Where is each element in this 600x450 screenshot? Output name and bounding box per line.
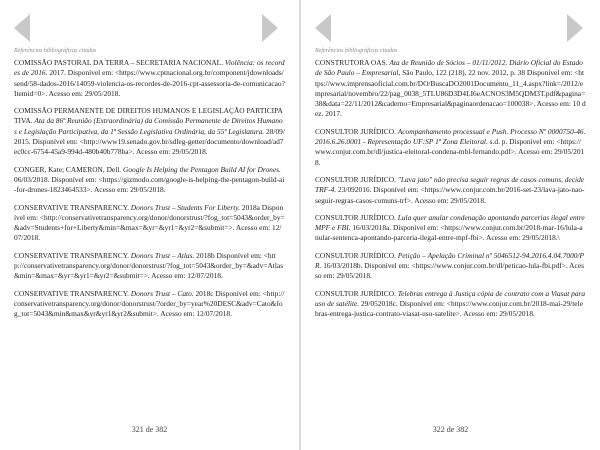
reference-details: 2017. Disponível em: <https://www.cptnacional.org.br/component/jdownloads/send/58-dados-2016/14059-violencia-os-recordes-de-2016-cpt-assessoria-de-comunicacao?Itemid=0>. Acesso em: 29/05/2018. xyxy=(14,68,285,98)
next-page-arrow-icon[interactable] xyxy=(262,14,278,42)
reference-title: Petição – Apelação Criminal nº 5046512-94.2016.4.04.7000/PR. xyxy=(315,250,585,271)
reference-entry xyxy=(14,203,285,244)
reference-details: São Paulo, 122 (218), 22 nov. 2012, p. 38 Disponível em: <https://www.imprensaoficial.com.br/DO/BuscaDO2001Documento_11_4.aspx?link=/2012/empresarial/novembro/22/pag_0038_5TLU86D3D4LI6eACNOS3M5QDM3T.pdf&pagina=38&data=22/11/2012&caderno=Empresarial&paginaordenacao=100038>. Acesso em: 10 dez. 2017. xyxy=(315,68,586,119)
reference-list xyxy=(315,58,586,327)
reference-entry xyxy=(14,58,285,99)
reference-entry xyxy=(315,251,586,282)
reference-title: "Lava jato" não precisa seguir regras de casos comuns, decide TRF-4. xyxy=(315,174,585,195)
reference-title: Donors Trust – Cato. xyxy=(130,288,194,298)
reference-details: 16/03/2018a. Disponível em: <https://www.conjur.com.br/2018-mar-16/lula-anular-sentenca-apontando-parceria-ilegal-entre-mpf-fbi>. Acesso em: 29/05/2018.\ xyxy=(315,223,583,243)
reference-entry xyxy=(315,175,586,206)
reference-details: 28/09/2015. Disponível em: <http://www19.senado.gov.br/sdleg-getter/documento/download/ad7ec0cc-6754-45a9-994d-480b40b778ba>. Acesso em: 29/05/2018. xyxy=(14,126,285,157)
reference-author: CONSTRUTORA OAS. xyxy=(315,58,390,67)
reference-details: 2018c Disponível em: <http://conservativetransparency.org/donor/donorstrust/?order_by=year%20DESC&adv=Cato&fog_tot=5043&min&max&yr&yr1&yr2&submit>. Acesso em: 12/07/2018. xyxy=(14,288,285,319)
reference-author: CONSULTOR JURÍDICO. xyxy=(315,174,398,184)
page-number: 322 de 382 xyxy=(432,425,469,434)
reference-entry xyxy=(14,106,285,157)
page-right xyxy=(301,0,600,450)
reference-entry xyxy=(315,289,586,320)
reference-entry xyxy=(315,127,586,168)
reference-details: 2018a Disponível em: <http://conservativetransparency.org/donor/donorstrust/?fog_tot=5043&order_by=&adv=Students+for+Liberty&min=&max=&yr=&yr1=&yr2=&submit=>. Acesso em: 12/07/2018. xyxy=(14,202,285,243)
reference-title: Donors Trust – Students For Liberty. xyxy=(130,202,241,212)
reference-details: 16/03/2018b. Disponível em: <https://www.conjur.com.br/dl/peticao-lula-fbi.pdf>. Acesso em: 29/05/2018. xyxy=(315,261,584,281)
reference-details: 2018b Disponível em: <http://conservativetransparency.org/donor/donorstrust/?fog_tot=5043&order_by=&adv=Atlas&min=&max=&yr=&yr1=&yr2=&submit=>. Acesso em: 12/07/2018. xyxy=(14,250,284,281)
reference-title: Google Is Helping the Pentagon Build AI for Drones. xyxy=(123,164,281,174)
reference-title: Acompanhamento processual e Push. Processo Nº 0000750-46.2016.6.26.0001 - Representação UF:SP 1ª Zona Eleitoral. xyxy=(315,126,586,147)
prev-page-arrow-icon[interactable] xyxy=(14,14,30,42)
reference-entry xyxy=(315,58,586,120)
reference-title: Donors Trust – Atlas. xyxy=(130,250,195,260)
reference-title: Violência: os recordes de 2016. xyxy=(14,58,285,78)
running-head: Referências bibliográficas citadas xyxy=(315,48,398,54)
reference-details: 23/092016. Disponível em: <https://www.conjur.com.br/2016-set-23/lava-jato-nao-seguir-regras-casos-comuns-trf>. Acesso em: 29/05/2018. xyxy=(315,185,585,205)
reference-details: 06/03/2018. Disponível em: <https://gizmodo.com/google-is-helping-the-pentagon-build-ai-for-drones-1823464533>. Acesso em: 29/05/2018. xyxy=(14,174,285,195)
running-head: Referências bibliográficas citadas xyxy=(14,48,97,54)
reference-author: CONSULTOR JURÍDICO. xyxy=(315,288,398,298)
reference-entry xyxy=(14,289,285,320)
page-number: 321 de 382 xyxy=(131,425,168,434)
page-left xyxy=(0,0,299,450)
reference-title: Telebras entrega à Justiça cópia de contrato com a Viasat para uso de satélite. xyxy=(315,288,586,308)
reference-details: s.d. p. Disponível em: <https://www.conjur.com.br/dl/justica-eleitoral-condena-mbl-fernando.pdf>. Acesso em: 29/05/2018. xyxy=(315,137,585,167)
reference-author: CONSERVATIVE TRANSPARENCY. xyxy=(14,288,131,298)
reference-entry xyxy=(14,251,285,282)
reference-author: CONGER, Kate; CAMERON, Dell. xyxy=(14,164,124,174)
reference-author: CONSERVATIVE TRANSPARENCY. xyxy=(14,250,131,260)
reference-title: Ata da 86ª Reunião (Extraordinária) da Comissão Permanente de Direitos Humanos e Legislação Participativa, da 1ª Sessão Legislativa Ordinária, da 55ª Legislatura. xyxy=(14,116,283,136)
reference-details: 29/052018c. Disponível em: <https://www.conjur.com.br/2018-mai-29/telebras-entrega-justica-contrato-viasat-uso-satelite>. Acesso em: 29/05/2018. xyxy=(315,298,583,319)
reference-author: COMISSÃO PASTORAL DA TERRA – SECRETARIA NACIONAL. xyxy=(14,58,225,67)
reference-entry xyxy=(14,165,285,196)
reference-title: Ata de Reunião de Sócios – 01/11/2012. Diário Oficial do Estado de São Paulo – Empresarial, xyxy=(315,58,583,78)
reference-author: CONSULTOR JURÍDICO. xyxy=(315,212,398,222)
prev-page-arrow-icon[interactable] xyxy=(315,14,331,42)
reference-author: COMISSÃO PERMANENTE DE DIREITOS HUMANOS E LEGISLAÇÃO PARTICIPATIVA. xyxy=(14,106,283,126)
reference-author: CONSULTOR JURÍDICO. xyxy=(315,126,398,136)
next-page-arrow-icon[interactable] xyxy=(567,14,583,42)
reference-author: CONSERVATIVE TRANSPARENCY. xyxy=(14,202,131,212)
reference-author: CONSULTOR JURÍDICO. xyxy=(315,250,398,260)
reference-title: Lula quer anular condenação apontando parcerias ilegal entre MPF e FBI. xyxy=(315,212,585,233)
reference-entry xyxy=(315,213,586,244)
reference-list xyxy=(14,58,285,327)
